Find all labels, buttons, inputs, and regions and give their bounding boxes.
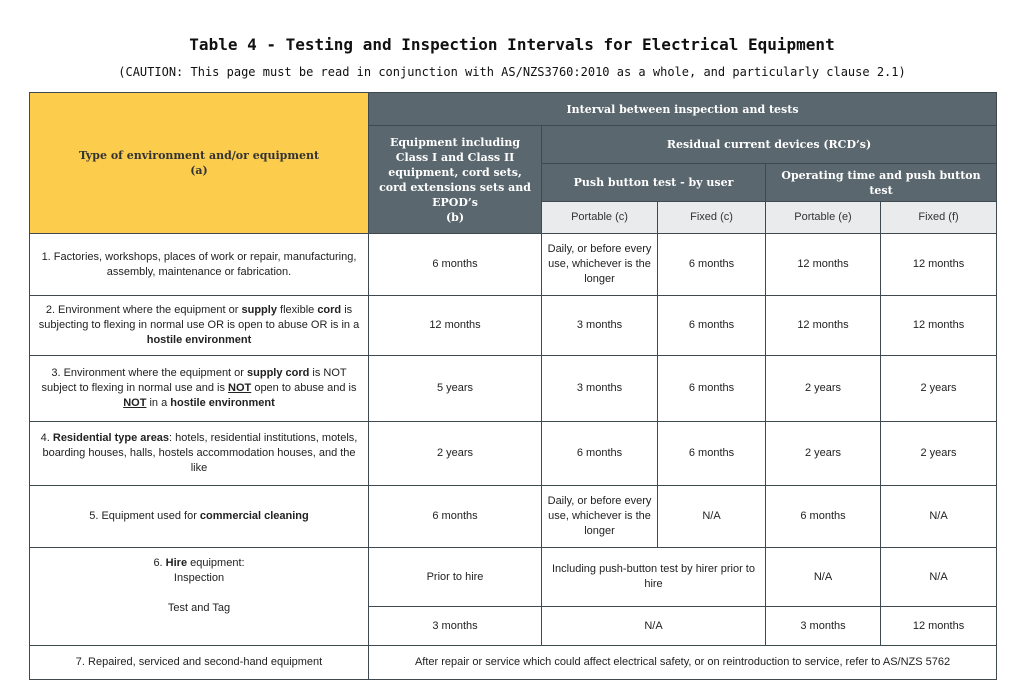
cell-portable-e: 2 years xyxy=(766,356,881,422)
cell-portable-c: Daily, or before every use, whichever is the longer xyxy=(542,486,658,548)
cell-push-button: Including push-button test by hirer prior to hire xyxy=(542,548,766,607)
intervals-table xyxy=(29,92,997,680)
cell-fixed-f: 12 months xyxy=(881,296,997,356)
cell-fixed-f: 12 months xyxy=(881,234,997,296)
cell-equipment: Prior to hire xyxy=(369,548,542,607)
row-label: 6. Hire equipment: Inspection Test and Tag xyxy=(30,548,369,646)
cell-fixed-f: 12 months xyxy=(881,607,997,646)
rcd-header: Residual current devices (RCD’s) xyxy=(542,126,997,164)
fixed-c-header: Fixed (c) xyxy=(658,202,766,234)
type-column-title: Type of environment and/or equipment xyxy=(78,149,320,162)
cell-portable-e: 12 months xyxy=(766,234,881,296)
equipment-column-code: (b) xyxy=(445,210,465,224)
cell-equipment: 12 months xyxy=(369,296,542,356)
cell-fixed-f: N/A xyxy=(881,548,997,607)
row-label: 3. Environment where the equipment or supply cord is NOT subject to flexing in normal use and is NOT open to abuse and is NOT in a hostile environment xyxy=(30,356,369,422)
cell-fixed-f: 2 years xyxy=(881,356,997,422)
cell-equipment: 6 months xyxy=(369,234,542,296)
cell-portable-c: 6 months xyxy=(542,422,658,486)
cell-portable-e: 12 months xyxy=(766,296,881,356)
cell-fixed-c: 6 months xyxy=(658,356,766,422)
equipment-column-title: Equipment including Class I and Class II equipment, cord sets, cord extensions sets and EPOD’s xyxy=(379,135,531,209)
fixed-f-header: Fixed (f) xyxy=(881,202,997,234)
cell-portable-e: N/A xyxy=(766,548,881,607)
cell-portable-e: 3 months xyxy=(766,607,881,646)
equipment-column-header xyxy=(369,126,542,234)
cell-fixed-c: 6 months xyxy=(658,296,766,356)
table-row xyxy=(30,422,997,486)
hire-inspection-label: Inspection xyxy=(173,572,225,584)
table-row xyxy=(30,234,997,296)
cell-portable-c: 3 months xyxy=(542,356,658,422)
cell-equipment: 5 years xyxy=(369,356,542,422)
cell-fixed-c: 6 months xyxy=(658,422,766,486)
cell-fixed-f: N/A xyxy=(881,486,997,548)
cell-portable-c: 3 months xyxy=(542,296,658,356)
cell-portable-e: 6 months xyxy=(766,486,881,548)
cell-portable-e: 2 years xyxy=(766,422,881,486)
table-row xyxy=(30,486,997,548)
cell-portable-c: Daily, or before every use, whichever is the longer xyxy=(542,234,658,296)
page-title: Table 4 - Testing and Inspection Intervals for Electrical Equipment xyxy=(189,35,835,54)
row-label: 1. Factories, workshops, places of work or repair, manufacturing, assembly, maintenance or fabrication. xyxy=(30,234,369,296)
cell-fixed-c: N/A xyxy=(658,486,766,548)
cell-equipment: 6 months xyxy=(369,486,542,548)
operating-time-header: Operating time and push button test xyxy=(766,164,997,202)
caution-note: (CAUTION: This page must be read in conjunction with AS/NZS3760:2010 as a whole, and particularly clause 2.1) xyxy=(118,65,906,79)
interval-header: Interval between inspection and tests xyxy=(369,93,997,126)
cell-equipment: 3 months xyxy=(369,607,542,646)
portable-c-header: Portable (c) xyxy=(542,202,658,234)
row-label: 7. Repaired, serviced and second-hand equipment xyxy=(30,646,369,680)
table-row xyxy=(30,548,997,607)
cell-equipment: 2 years xyxy=(369,422,542,486)
cell-note: After repair or service which could affect electrical safety, or on reintroduction to service, refer to AS/NZS 5762 xyxy=(369,646,997,680)
cell-fixed-c: 6 months xyxy=(658,234,766,296)
cell-push-button: N/A xyxy=(542,607,766,646)
type-column-header xyxy=(30,93,369,234)
push-button-header: Push button test - by user xyxy=(542,164,766,202)
table-row xyxy=(30,296,997,356)
cell-fixed-f: 2 years xyxy=(881,422,997,486)
hire-test-label: Test and Tag xyxy=(167,602,231,614)
row-label: 2. Environment where the equipment or supply flexible cord is subjecting to flexing in normal use OR is open to abuse OR is in a hostile environment xyxy=(30,296,369,356)
type-column-code: (a) xyxy=(190,164,208,177)
table-row xyxy=(30,356,997,422)
table-row xyxy=(30,646,997,680)
row-label: 5. Equipment used for commercial cleaning xyxy=(30,486,369,548)
row-label: 4. Residential type areas: hotels, residential institutions, motels, boarding houses, halls, hostels accommodation houses, and the like xyxy=(30,422,369,486)
portable-e-header: Portable (e) xyxy=(766,202,881,234)
